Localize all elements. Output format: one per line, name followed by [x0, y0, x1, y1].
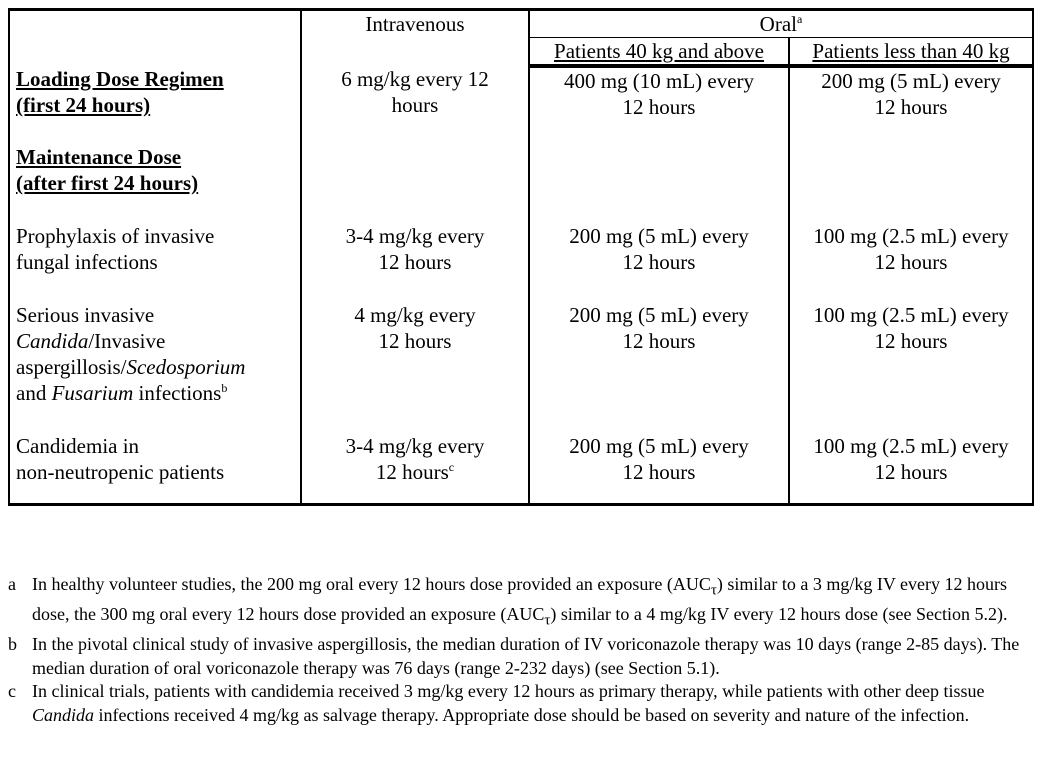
- loading-iv: [301, 66, 529, 144]
- loading-label-line-1: Loading Dose Regimen: [16, 67, 224, 91]
- footnote-a: [8, 573, 1032, 633]
- footnote-c-text: [32, 680, 1032, 727]
- prophylaxis-label-line-2: fungal infections: [16, 250, 158, 274]
- serious-iv-line-1: 4 mg/kg every: [354, 303, 476, 327]
- label-candidemia: [9, 433, 301, 505]
- footnote-ref-a: a: [797, 12, 803, 26]
- row-loading-dose: [9, 66, 1033, 144]
- maintenance-label-line-2: (after first 24 hours): [16, 171, 199, 195]
- row-prophylaxis: [9, 196, 1033, 275]
- prophylaxis-oral-below-40: [789, 196, 1033, 275]
- footnote-ref-c: c: [448, 460, 455, 474]
- serious-label-line-3: [16, 354, 294, 380]
- header-intravenous-text: Intravenous: [365, 12, 465, 36]
- maintenance-oral-a-empty: [529, 144, 789, 196]
- prophylaxis-oral-b-line-1: 100 mg (2.5 mL) every: [813, 224, 1009, 248]
- candidemia-oral-b-line-1: 100 mg (2.5 mL) every: [813, 434, 1009, 458]
- prophylaxis-oral-a-line-1: 200 mg (5 mL) every: [569, 224, 749, 248]
- label-prophylaxis: [9, 196, 301, 275]
- row-maintenance-dose: [9, 144, 1033, 196]
- footnote-a-part-1: In healthy volunteer studies, the 200 mg oral every 12 hours dose provided an exposure (AUC: [32, 574, 711, 594]
- footnotes: [8, 573, 1032, 727]
- label-maintenance-dose: [9, 144, 301, 196]
- prophylaxis-oral-b-line-2: 12 hours: [874, 250, 948, 274]
- footnote-a-part-3: ) similar to a 4 mg/kg IV every 12 hours dose (see Section 5.2).: [550, 604, 1008, 625]
- maintenance-iv-empty: [301, 144, 529, 196]
- candidemia-iv-line-2: [308, 459, 522, 485]
- candidemia-iv-line-2-text: 12 hours: [375, 460, 449, 484]
- footnote-b-letter: b: [8, 634, 17, 655]
- footnote-b-text: In the pivotal clinical study of invasive aspergillosis, the median duration of IV voriconazole therapy was 10 days (range 2-85 days). The median duration of oral voriconazole therapy was 76 days (range 2-232 days) (see Section 5.1).: [32, 634, 1020, 678]
- candidemia-iv-line-1: 3-4 mg/kg every: [345, 434, 485, 458]
- serious-label-line-1: Serious invasive: [16, 303, 155, 327]
- footnote-c-letter: c: [8, 681, 16, 702]
- serious-label-line-4-rest: infections: [133, 381, 222, 405]
- prophylaxis-iv-line-1: 3-4 mg/kg every: [345, 224, 485, 248]
- footnote-c-candida: Candida: [32, 704, 95, 725]
- loading-oral-b-line-1: 200 mg (5 mL) every: [821, 69, 1001, 93]
- serious-label-fusarium: Fusarium: [51, 381, 134, 405]
- prophylaxis-oral-40-above: [529, 196, 789, 275]
- candidemia-iv: [301, 433, 529, 505]
- row-candidemia: [9, 433, 1033, 505]
- footnote-a-tau-2: τ: [544, 612, 551, 629]
- loading-oral-below-40: [789, 66, 1033, 144]
- header-oral-below-40: Patients less than 40 kg: [789, 38, 1033, 67]
- dosing-table: [8, 8, 1034, 506]
- serious-oral-below-40: [789, 275, 1033, 433]
- loading-oral-a-line-2: 12 hours: [622, 95, 696, 119]
- prophylaxis-oral-a-line-2: 12 hours: [622, 250, 696, 274]
- footnote-b: [8, 633, 1032, 680]
- candidemia-oral-b-line-2: 12 hours: [874, 460, 948, 484]
- candidemia-label-line-1: Candidemia in: [16, 434, 140, 458]
- serious-oral-b-line-1: 100 mg (2.5 mL) every: [813, 303, 1009, 327]
- footnote-c-part-2: infections received 4 mg/kg as salvage therapy. Appropriate dose should be based on severity and nature of the infection.: [94, 704, 970, 725]
- prophylaxis-iv-line-2: 12 hours: [378, 250, 452, 274]
- header-row: [9, 10, 1033, 38]
- candidemia-label-line-2: non-neutropenic patients: [16, 460, 225, 484]
- footnote-a-part-2: ) similar to a 3 mg/kg IV every 12 hours dose, the 300 mg oral every 12 hours dose provided an exposure (AUC: [32, 574, 1007, 625]
- footnote-c: [8, 680, 1032, 727]
- loading-iv-line-1: 6 mg/kg every 12: [341, 67, 489, 91]
- serious-iv-line-2: 12 hours: [378, 329, 452, 353]
- header-oral-40-above: Patients 40 kg and above: [529, 38, 789, 67]
- candidemia-oral-a-line-2: 12 hours: [622, 460, 696, 484]
- header-intravenous: [301, 10, 529, 67]
- serious-oral-a-line-1: 200 mg (5 mL) every: [569, 303, 749, 327]
- header-oral-text: Oral: [759, 12, 797, 36]
- serious-oral-40-above: [529, 275, 789, 433]
- footnote-c-part-1: In clinical trials, patients with candidemia received 3 mg/kg every 12 hours as primary therapy, while patients with other deep tissue: [32, 681, 985, 702]
- serious-label-line-4-plain: and: [16, 381, 52, 405]
- serious-label-line-2: [16, 328, 294, 354]
- maintenance-label-line-1: Maintenance Dose: [16, 145, 182, 169]
- serious-label-candida: Candida: [16, 329, 89, 353]
- loading-label-line-2: (first 24 hours): [16, 93, 151, 117]
- row-serious-invasive: [9, 275, 1033, 433]
- candidemia-oral-40-above: [529, 433, 789, 505]
- serious-label-line-2-rest: /Invasive: [88, 329, 166, 353]
- footnote-ref-b: b: [221, 381, 228, 395]
- header-empty-cell: [9, 10, 301, 67]
- serious-label-line-4: [16, 380, 294, 406]
- loading-oral-b-line-2: 12 hours: [874, 95, 948, 119]
- prophylaxis-iv: [301, 196, 529, 275]
- label-serious-invasive: [9, 275, 301, 433]
- prophylaxis-label-line-1: Prophylaxis of invasive: [16, 224, 215, 248]
- serious-label-line-3-plain: aspergillosis/: [16, 355, 127, 379]
- footnote-a-tau-1: τ: [710, 582, 717, 599]
- serious-oral-b-line-2: 12 hours: [874, 329, 948, 353]
- loading-oral-40-above: [529, 66, 789, 144]
- label-loading-dose: [9, 66, 301, 144]
- serious-label-scedosporium: Scedosporium: [126, 355, 246, 379]
- footnote-a-text: [32, 573, 1032, 633]
- header-oral: [529, 10, 1033, 38]
- serious-iv: [301, 275, 529, 433]
- loading-iv-line-2: hours: [391, 93, 439, 117]
- candidemia-oral-a-line-1: 200 mg (5 mL) every: [569, 434, 749, 458]
- candidemia-oral-below-40: [789, 433, 1033, 505]
- footnote-a-letter: a: [8, 574, 16, 594]
- serious-oral-a-line-2: 12 hours: [622, 329, 696, 353]
- maintenance-oral-b-empty: [789, 144, 1033, 196]
- loading-oral-a-line-1: 400 mg (10 mL) every: [563, 69, 755, 93]
